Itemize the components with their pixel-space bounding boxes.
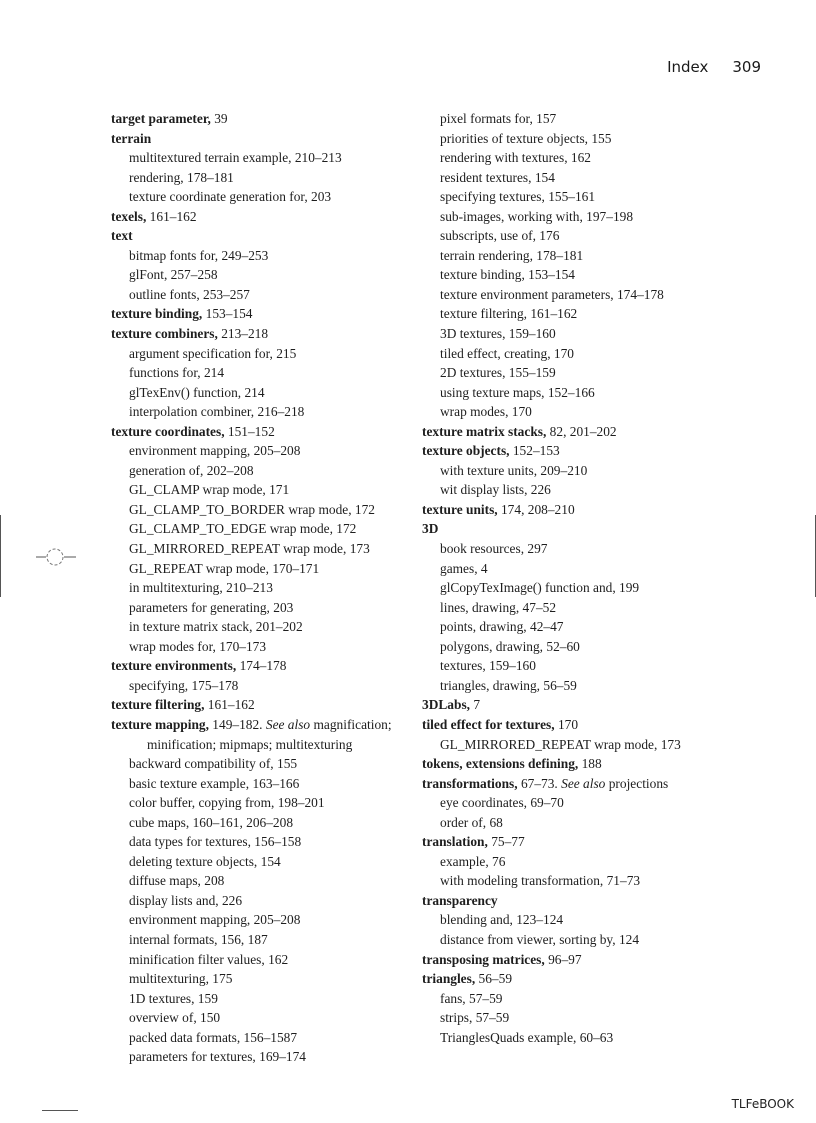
- index-term: texture objects,: [422, 443, 510, 459]
- index-entry: [422, 891, 722, 911]
- see-also: See also: [561, 775, 606, 791]
- index-pages: 82, 201–202: [546, 423, 617, 439]
- index-subentry: functions for, 214: [129, 365, 225, 381]
- index-subentry: bitmap fonts for, 249–253: [129, 247, 269, 263]
- index-subentry: packed data formats, 156–1587: [129, 1029, 298, 1045]
- index-subentry: eye coordinates, 69–70: [440, 795, 564, 811]
- index-pages: 151–152: [224, 423, 275, 439]
- index-entry: [422, 950, 722, 970]
- index-subentry: blending and, 123–124: [440, 912, 564, 928]
- index-subentry: specifying textures, 155–161: [440, 189, 596, 205]
- index-term: texture filtering,: [111, 697, 205, 713]
- index-term: texture combiners,: [111, 326, 218, 342]
- index-subentry: glCopyTexImage() function and, 199: [440, 580, 640, 596]
- index-subentry: texture filtering, 161–162: [440, 306, 578, 322]
- index-pages: 56–59: [475, 971, 513, 987]
- index-subentry: sub-images, working with, 197–198: [440, 208, 634, 224]
- index-subentry: texture coordinate generation for, 203: [129, 189, 332, 205]
- index-entry: [111, 324, 401, 344]
- index-term: triangles,: [422, 971, 476, 987]
- index-term: texture matrix stacks,: [422, 423, 547, 439]
- index-subentry: wrap modes for, 170–173: [129, 638, 267, 654]
- index-subentry: with texture units, 209–210: [440, 462, 588, 478]
- index-subentry: deleting texture objects, 154: [129, 853, 281, 869]
- index-subentry: GL_MIRRORED_REPEAT wrap mode, 173: [440, 736, 681, 752]
- index-subentry: backward compatibility of, 155: [129, 756, 298, 772]
- index-subentry: parameters for textures, 169–174: [129, 1049, 306, 1065]
- index-pages: 161–162: [146, 208, 197, 224]
- index-term: translation,: [422, 834, 488, 850]
- index-subentry: glFont, 257–258: [129, 267, 218, 283]
- index-subentry: terrain rendering, 178–181: [440, 247, 584, 263]
- index-subentry: glTexEnv() function, 214: [129, 384, 265, 400]
- index-subentry: 2D textures, 155–159: [440, 365, 556, 381]
- index-subentry: generation of, 202–208: [129, 462, 254, 478]
- index-subentry: wrap modes, 170: [440, 404, 532, 420]
- index-term: transparency: [422, 892, 498, 908]
- index-pages: 39: [210, 111, 228, 126]
- index-term: texture environments,: [111, 658, 237, 674]
- index-pages: 7: [470, 697, 481, 713]
- index-subentry: internal formats, 156, 187: [129, 931, 268, 947]
- index-subentry: TrianglesQuads example, 60–63: [440, 1029, 614, 1045]
- index-subentry: polygons, drawing, 52–60: [440, 638, 580, 654]
- index-entry: [111, 226, 401, 246]
- index-subentry: environment mapping, 205–208: [129, 912, 301, 928]
- index-subentry: display lists and, 226: [129, 892, 243, 908]
- see-also-targets: projections: [605, 775, 669, 791]
- index-subentry: using texture maps, 152–166: [440, 384, 595, 400]
- index-entry: [111, 695, 401, 715]
- index-term: texture binding,: [111, 306, 203, 322]
- index-term: texture units,: [422, 501, 498, 517]
- index-subentry: diffuse maps, 208: [129, 873, 225, 889]
- index-term: texels,: [111, 208, 147, 224]
- index-entry: [422, 969, 722, 989]
- index-subentry: example, 76: [440, 853, 506, 869]
- index-entry: [422, 715, 722, 735]
- registration-mark-icon: [30, 542, 80, 572]
- index-subentry: book resources, 297: [440, 541, 548, 557]
- index-pages: 153–154: [202, 306, 253, 322]
- index-term: text: [111, 228, 133, 244]
- index-subentry: interpolation combiner, 216–218: [129, 404, 305, 420]
- index-subentry: outline fonts, 253–257: [129, 286, 250, 302]
- index-term: transposing matrices,: [422, 951, 545, 967]
- index-entry: [111, 207, 401, 227]
- index-subentry: textures, 159–160: [440, 658, 536, 674]
- index-subentry: with modeling transformation, 71–73: [440, 873, 641, 889]
- index-entry: [111, 656, 401, 676]
- index-term: tokens, extensions defining,: [422, 756, 579, 772]
- index-subentry: 1D textures, 159: [129, 990, 218, 1006]
- index-subentry: data types for textures, 156–158: [129, 834, 302, 850]
- index-pages: 174–178: [236, 658, 287, 674]
- index-subentry: wit display lists, 226: [440, 482, 551, 498]
- page-number: 309: [732, 58, 761, 76]
- index-subentry: GL_MIRRORED_REPEAT wrap mode, 173: [129, 541, 370, 557]
- index-subentry: environment mapping, 205–208: [129, 443, 301, 459]
- index-subentry: points, drawing, 42–47: [440, 619, 564, 635]
- index-subentry: GL_REPEAT wrap mode, 170–171: [129, 560, 320, 576]
- index-subentry: strips, 57–59: [440, 1010, 510, 1026]
- index-pages: 161–162: [204, 697, 255, 713]
- index-subentry: subscripts, use of, 176: [440, 228, 560, 244]
- index-subentry: parameters for generating, 203: [129, 599, 294, 615]
- index-pages: 67–73.: [517, 775, 562, 791]
- footer-watermark: TLFeBOOK: [731, 1097, 794, 1111]
- index-entry: [111, 422, 401, 442]
- index-term: tiled effect for textures,: [422, 716, 555, 732]
- index-entry: [422, 754, 722, 774]
- index-subentry: overview of, 150: [129, 1010, 221, 1026]
- index-term: 3DLabs,: [422, 697, 470, 713]
- index-pages: 149–182.: [208, 716, 266, 732]
- index-pages: 170: [554, 716, 579, 732]
- index-subentry: priorities of texture objects, 155: [440, 130, 612, 146]
- index-entry: [111, 304, 401, 324]
- index-subentry: pixel formats for, 157: [440, 111, 557, 126]
- index-pages: 96–97: [544, 951, 582, 967]
- index-entry: [422, 519, 722, 539]
- index-subentry: texture environment parameters, 174–178: [440, 286, 664, 302]
- index-entry: [422, 832, 722, 852]
- index-subentry: in texture matrix stack, 201–202: [129, 619, 303, 635]
- index-column-left: [111, 109, 401, 1067]
- index-subentry: minification filter values, 162: [129, 951, 289, 967]
- index-term: terrain: [111, 130, 152, 146]
- index-entry: [422, 774, 722, 794]
- section-title: Index: [667, 58, 709, 76]
- index-column-right: [422, 109, 722, 1047]
- index-subentry: resident textures, 154: [440, 169, 555, 185]
- index-entry: [422, 695, 722, 715]
- index-subentry: GL_CLAMP_TO_BORDER wrap mode, 172: [129, 501, 375, 517]
- index-subentry: fans, 57–59: [440, 990, 503, 1006]
- index-subentry: basic texture example, 163–166: [129, 775, 300, 791]
- index-subentry: tiled effect, creating, 170: [440, 345, 574, 361]
- index-subentry: order of, 68: [440, 814, 503, 830]
- index-term: 3D: [422, 521, 439, 537]
- index-continuation: minification; mipmaps; multitexturing: [147, 736, 353, 752]
- index-entry: [111, 109, 401, 129]
- index-entry: [111, 129, 401, 149]
- index-pages: 75–77: [487, 834, 525, 850]
- index-entry: [422, 422, 722, 442]
- index-subentry: triangles, drawing, 56–59: [440, 677, 577, 693]
- crop-mark-left-vertical: [0, 515, 1, 597]
- index-subentry: lines, drawing, 47–52: [440, 599, 557, 615]
- index-subentry: GL_CLAMP_TO_EDGE wrap mode, 172: [129, 521, 357, 537]
- index-subentry: in multitexturing, 210–213: [129, 580, 273, 596]
- index-subentry: GL_CLAMP wrap mode, 171: [129, 482, 290, 498]
- crop-mark-bottom: [42, 1110, 78, 1111]
- index-subentry: cube maps, 160–161, 206–208: [129, 814, 294, 830]
- index-subentry: games, 4: [440, 560, 488, 576]
- index-subentry: texture binding, 153–154: [440, 267, 576, 283]
- index-entry: [111, 715, 401, 735]
- index-entry: [422, 441, 722, 461]
- index-subentry: multitextured terrain example, 210–213: [129, 150, 342, 166]
- index-entry: [422, 500, 722, 520]
- index-subentry: color buffer, copying from, 198–201: [129, 795, 325, 811]
- see-also: See also: [265, 716, 311, 732]
- index-subentry: rendering with textures, 162: [440, 150, 591, 166]
- index-subentry: multitexturing, 175: [129, 971, 233, 987]
- index-subentry: 3D textures, 159–160: [440, 326, 556, 342]
- index-pages: 213–218: [217, 326, 269, 342]
- index-pages: 152–153: [509, 443, 560, 459]
- running-header: [667, 58, 761, 76]
- index-term: transformations,: [422, 775, 518, 791]
- see-also-targets: magnification;: [310, 716, 392, 732]
- index-pages: 188: [578, 756, 602, 772]
- index-term: texture mapping,: [111, 716, 209, 732]
- index-pages: 174, 208–210: [497, 501, 575, 517]
- index-subentry: rendering, 178–181: [129, 169, 234, 185]
- index-term: target parameter,: [111, 111, 211, 126]
- index-term: texture coordinates,: [111, 423, 225, 439]
- index-subentry: specifying, 175–178: [129, 677, 239, 693]
- index-subentry: argument specification for, 215: [129, 345, 297, 361]
- index-subentry: distance from viewer, sorting by, 124: [440, 931, 640, 947]
